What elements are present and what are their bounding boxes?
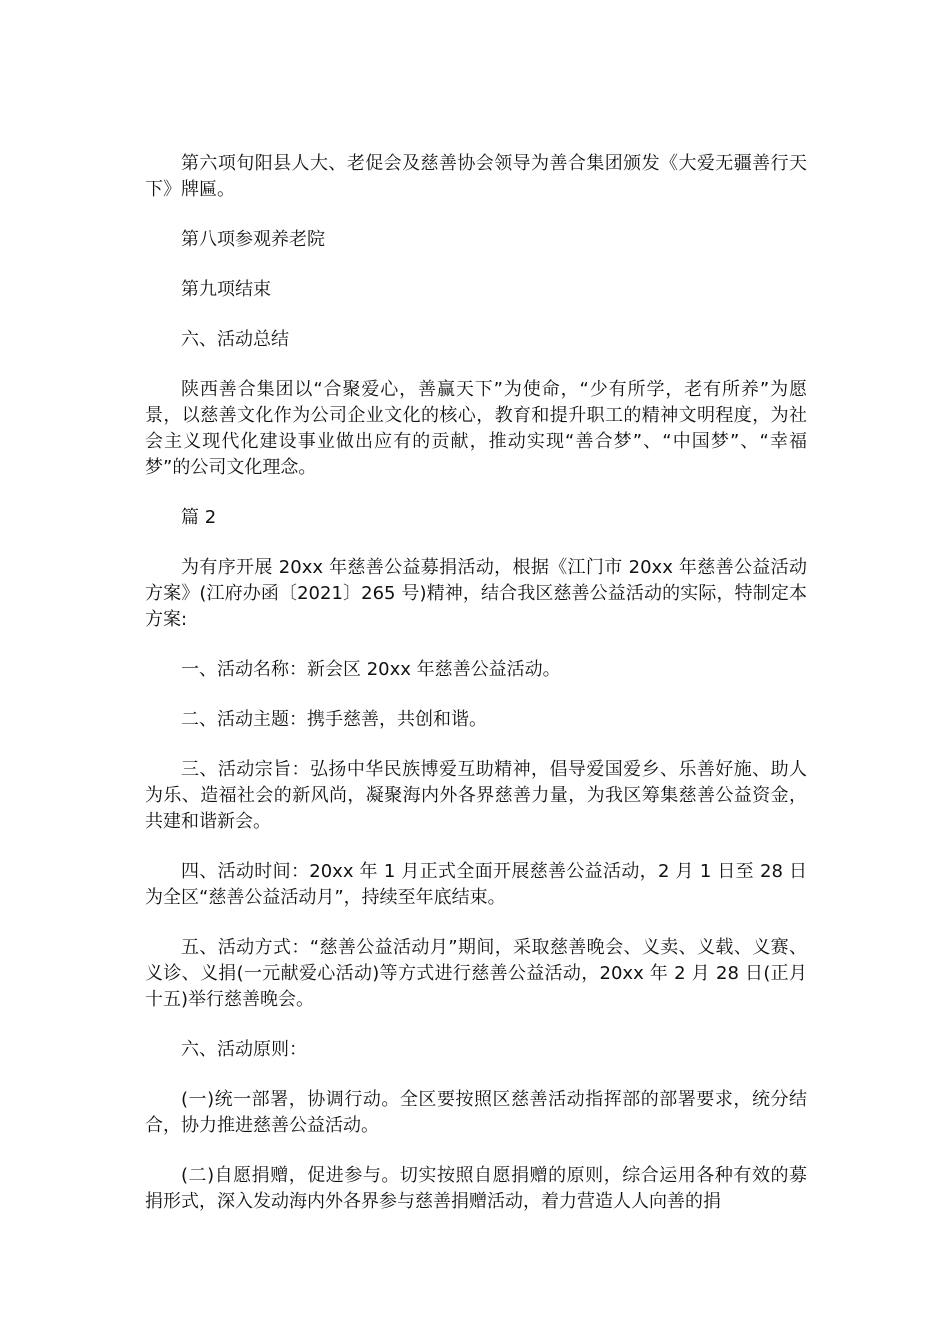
heading-section-2: 篇 2 xyxy=(181,507,217,528)
paragraph-activity-time: 四、活动时间：20xx 年 1 月正式全面开展慈善公益活动，2 月 1 日至 28 日为全区“慈善公益活动月”，持续至年底结束。 xyxy=(145,861,807,908)
paragraph-intro: 为有序开展 20xx 年慈善公益募捐活动，根据《江门市 20xx 年慈善公益活动方案》(江府办函〔2021〕265 号)精神，结合我区慈善公益活动的实际，特制定本方案: xyxy=(145,557,807,630)
paragraph-activity-theme: 二、活动主题：携手慈善，共创和谐。 xyxy=(181,709,487,730)
document-page xyxy=(145,151,807,1239)
heading-summary: 六、活动总结 xyxy=(181,329,289,350)
paragraph-principle-1: (一)统一部署，协调行动。全区要按照区慈善活动指挥部的部署要求，统分结合，协力推进慈善公益活动。 xyxy=(145,1089,807,1136)
heading-principles: 六、活动原则： xyxy=(181,1039,307,1060)
paragraph-end: 第九项结束 xyxy=(181,279,271,300)
paragraph-activity-name: 一、活动名称：新会区 20xx 年慈善公益活动。 xyxy=(181,659,561,680)
paragraph-award: 第六项旬阳县人大、老促会及慈善协会领导为善合集团颁发《大爱无疆善行天下》牌匾。 xyxy=(145,153,807,200)
paragraph-summary: 陕西善合集团以“合聚爱心，善赢天下”为使命，“少有所学，老有所养”为愿景，以慈善文化作为公司企业文化的核心，教育和提升职工的精神文明程度，为社会主义现代化建设事业做出应有的贡献，推动实现“善合梦”、“中国梦”、“幸福梦”的公司文化理念。 xyxy=(145,379,807,478)
paragraph-visit: 第八项参观养老院 xyxy=(181,229,325,250)
paragraph-principle-2: (二)自愿捐赠，促进参与。切实按照自愿捐赠的原则，综合运用各种有效的募捐形式，深入发动海内外各界参与慈善捐赠活动，着力营造人人向善的捐 xyxy=(145,1165,807,1212)
paragraph-activity-purpose: 三、活动宗旨：弘扬中华民族博爱互助精神，倡导爱国爱乡、乐善好施、助人为乐、造福社会的新风尚，凝聚海内外各界慈善力量，为我区筹集慈善公益资金，共建和谐新会。 xyxy=(145,759,807,832)
paragraph-activity-method: 五、活动方式：“慈善公益活动月”期间，采取慈善晚会、义卖、义载、义赛、义诊、义捐(一元献爱心活动)等方式进行慈善公益活动，20xx 年 2 月 28 日(正月十五)举行慈善晚会。 xyxy=(145,937,807,1010)
